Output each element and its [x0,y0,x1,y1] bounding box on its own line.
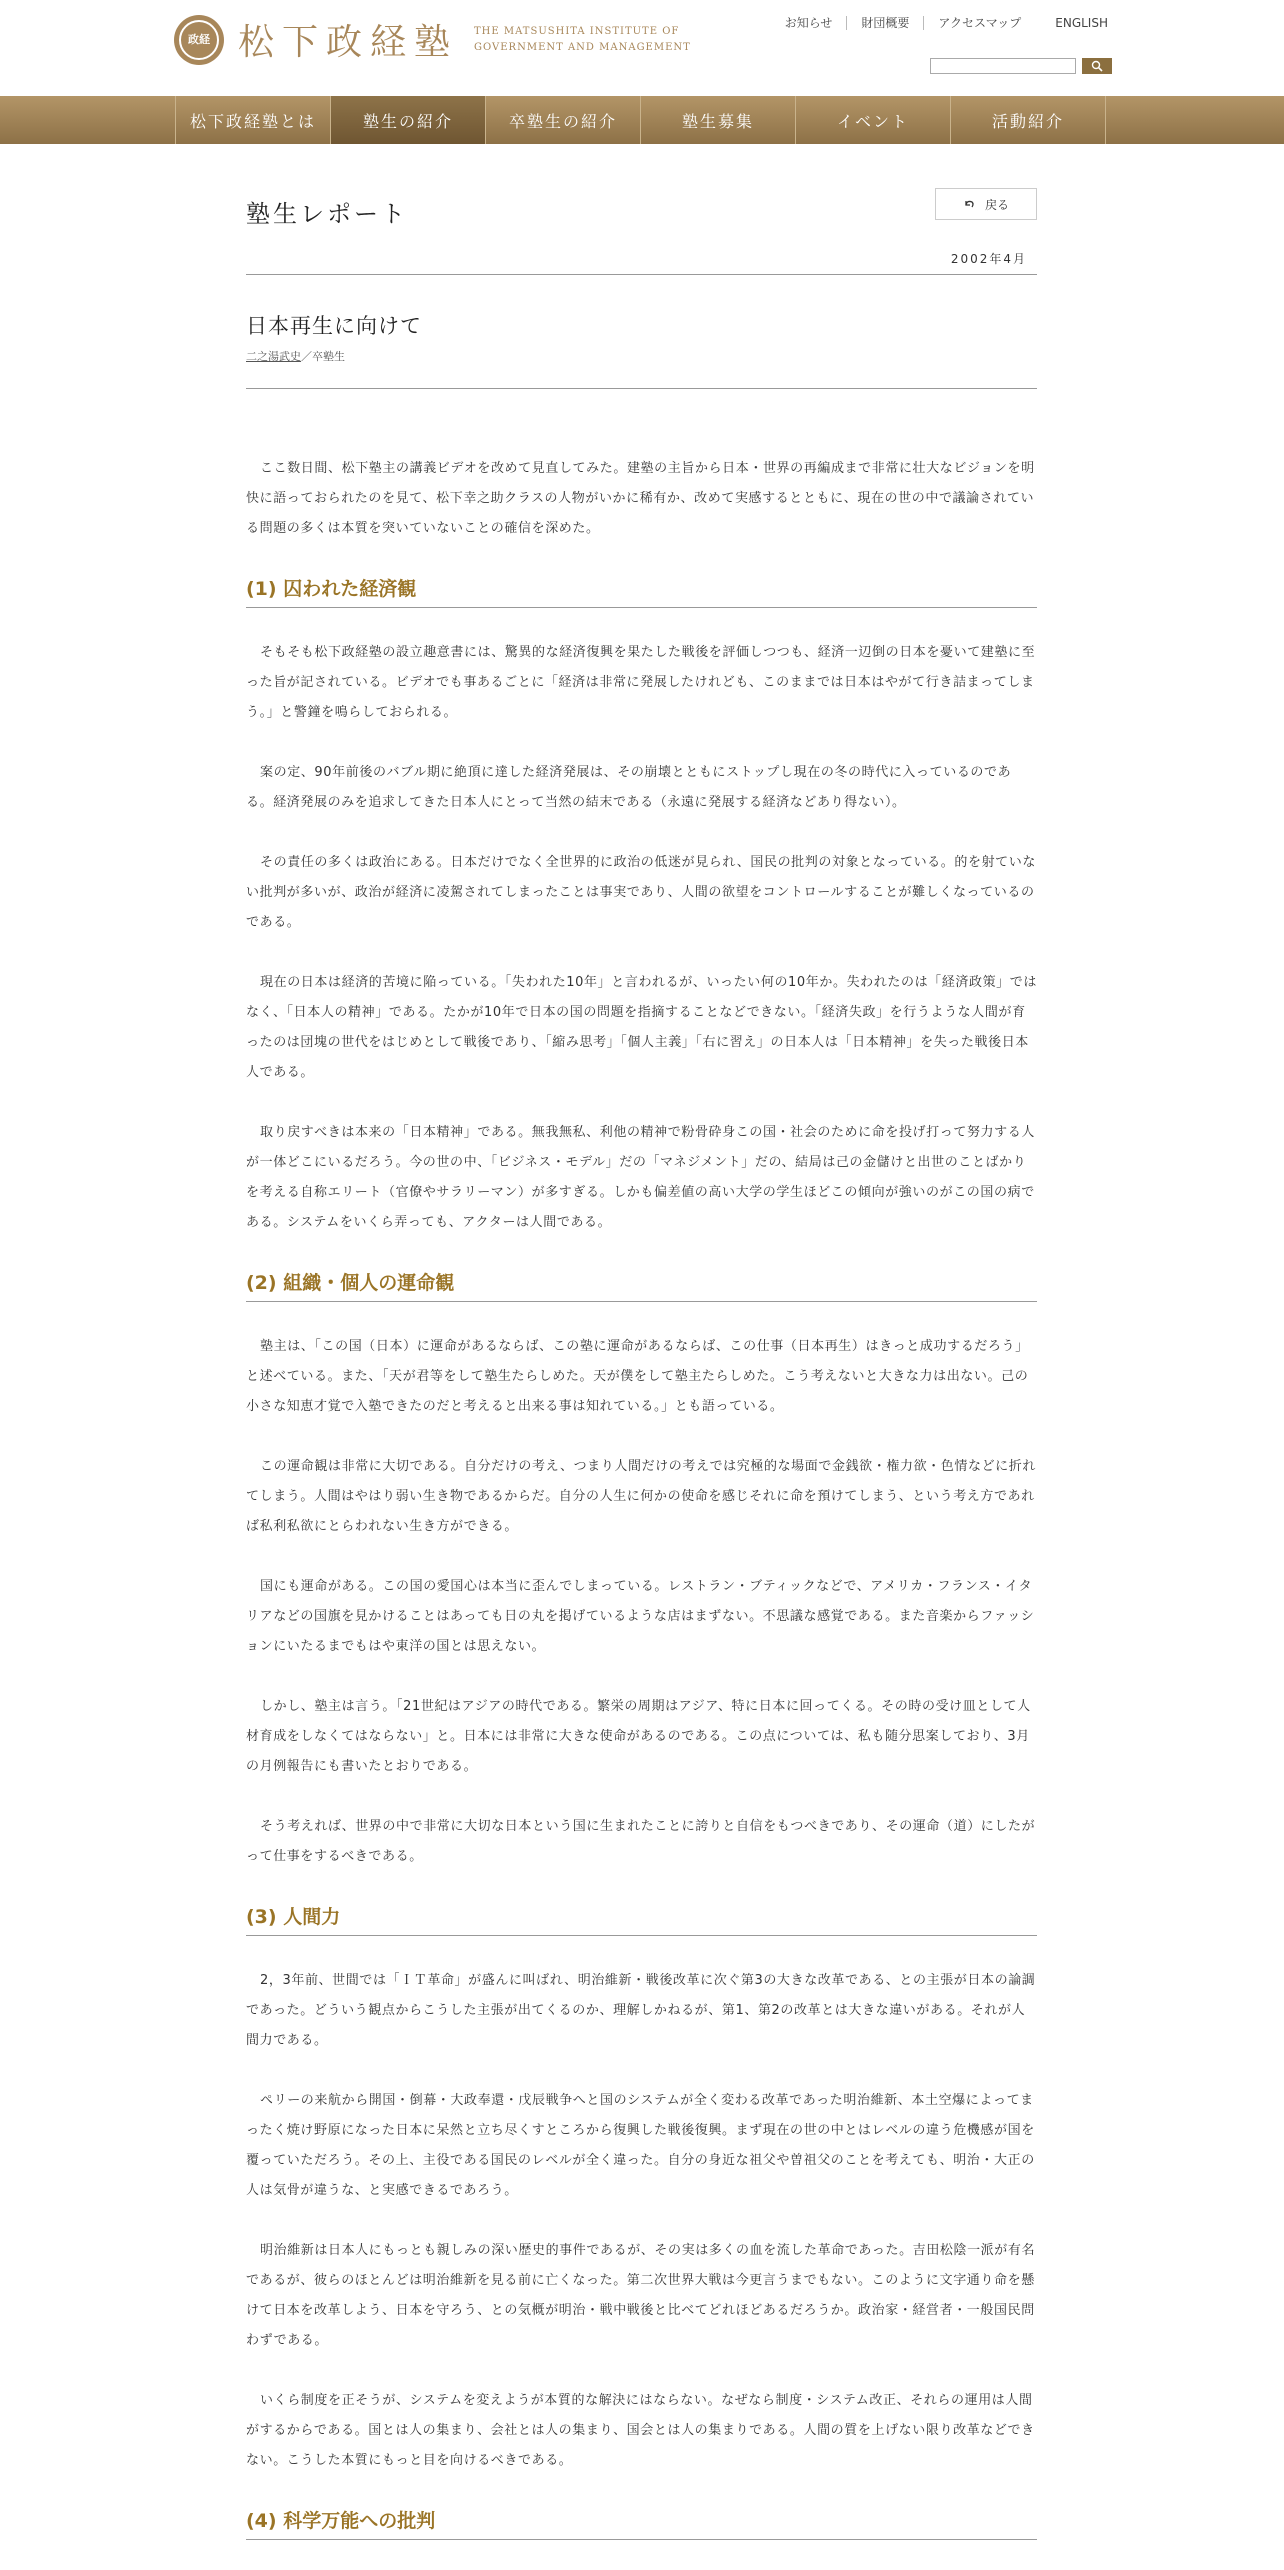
search-button[interactable] [1082,58,1112,74]
paragraph: 現在の日本は経済的苦境に陥っている。「失われた10年」と言われるが、いったい何の10年か。失われたのは「経済政策」ではなく、「日本人の精神」である。たかが10年で日本の国の問題を指摘することなどできない。「経済失政」を行うような人間が育ったのは団塊の世代をはじめとして戦後であり、「縮み思考」「個人主義」「右に習え」の日本人は「日本精神」を失った戦後日本人である。 [246,975,1037,1080]
site-logo[interactable] [174,14,691,65]
nav-item-students[interactable]: 塾生の紹介 [331,96,486,144]
back-button-label: 戻る [984,197,1009,212]
back-button[interactable] [935,188,1037,220]
logo-seal-text: 政経 [179,20,219,60]
logo-english-name [474,24,691,56]
util-link-news[interactable]: お知らせ [784,16,833,30]
logo-seal [174,15,224,65]
paragraph: 明治維新は日本人にもっとも親しみの深い歴史的事件であるが、その実は多くの血を流した革命であった。吉田松陰一派が有名であるが、彼らのほとんどは明治維新を見る前に亡くなった。第二次世界大戦は今更言うまでもない。このように文字通り命を懸けて日本を改革しよう、日本を守ろう、との気概が明治・戦中戦後と比べてどれほどあるだろうか。政治家・経営者・一般国民問わずである。 [246,2243,1036,2348]
intro-paragraph: ここ数日間、松下塾主の講義ビデオを改めて見直してみた。建塾の主旨から日本・世界の再編成まで非常に壮大なビジョンを明快に語っておられたのを見て、松下幸之助クラスの人物がいかに稀有か、改めて実感するとともに、現在の世の中で議論されている問題の多くは本質を突いていないことの確信を深めた。 [246,461,1035,536]
paragraph: いくら制度を正そうが、システムを変えようが本質的な解決にはならない。なぜなら制度・システム改正、それらの運用は人間がするからである。国とは人の集まり、会社とは人の集まり、国会とは人の集まりである。人間の質を上げない限り改革などできない。こうした本質にもっと目を向けるべきである。 [246,2393,1035,2468]
section-heading: (4) 科学万能への批判 [246,2506,1037,2540]
paragraph: 取り戻すべきは本来の「日本精神」である。無我無私、利他の精神で粉骨砕身この国・社会のために命を投げ打って努力する人が一体どこにいるだろう。今の世の中、「ビジネス・モデル」だの「マネジメント」だの、結局は己の金儲けと出世のことばかりを考える自称エリート（官僚やサラリーマン）が多すぎる。しかも偏差値の高い大学の学生ほどこの傾向が強いのがこの国の病である。システムをいくら弄っても、アクターは人間である。 [246,1125,1035,1230]
util-link-foundation[interactable]: 財団概要 [846,16,923,30]
back-arrow-icon [963,198,975,210]
paragraph: その責任の多くは政治にある。日本だけでなく全世界的に政治の低迷が見られ、国民の批判の対象となっている。的を射ていない批判が多いが、政治が経済に凌駕されてしまったことは事実であり、人間の欲望をコントロールすることが難しくなっているのである。 [246,855,1036,930]
paragraph: 塾主は、「この国（日本）に運命があるならば、この塾に運命があるならば、この仕事（日本再生）はきっと成功するだろう」と述べている。また、「天が君等をして塾生たらしめた。天が僕をして塾主たらしめた。こう考えないと大きな力は出ない。己の小さな知恵才覚で入塾できたのだと考えると出来る事は知れている。」とも語っている。 [246,1339,1029,1414]
divider [246,388,1037,389]
author-link[interactable]: 二之湯武史 [246,350,301,363]
util-link-english[interactable]: ENGLISH [1055,16,1108,30]
report-date: 2002年4月 [950,252,1027,266]
nav-item-about[interactable]: 松下政経塾とは [176,96,331,144]
article-body [246,454,1037,2570]
search-input[interactable] [930,58,1076,74]
main-nav [0,96,1284,144]
paragraph: 2，3年前、世間では「ＩＴ革命」が盛んに叫ばれ、明治維新・戦後改革に次ぐ第3の大きな改革である、との主張が日本の論調であった。どういう観点からこうした主張が出てくるのか、理解しかねるが、第1、第2の改革とは大きな違いがある。それが人間力である。 [246,1973,1036,2048]
section-heading: (1) 囚われた経済観 [246,574,1037,608]
divider [246,274,1037,275]
paragraph: そもそも松下政経塾の設立趣意書には、驚異的な経済復興を果たした戦後を評価しつつも、経済一辺倒の日本を憂いて建塾に至った旨が記されている。ビデオでも事あるごとに「経済は非常に発展したけれども、このままでは日本はやがて行き詰まってしまう。」と警鐘を鳴らしておられる。 [246,645,1036,720]
paragraph: 案の定、90年前後のバブル期に絶頂に達した経済発展は、その崩壊とともにストップし現在の冬の時代に入っているのである。経済発展のみを追求してきた日本人にとって当然の結末である（永遠に発展する経済などあり得ない）。 [246,765,1012,810]
nav-item-alumni[interactable]: 卒塾生の紹介 [486,96,641,144]
site-search [930,58,1112,74]
article-title: 日本再生に向けて [246,314,422,338]
search-icon [1091,60,1103,72]
paragraph: ペリーの来航から開国・倒幕・大政奉還・戊辰戦争へと国のシステムが全く変わる改革であった明治維新、本土空爆によってまったく焼け野原になった日本に呆然と立ち尽くすところから復興した戦後復興。まず現在の世の中とはレベルの違う危機感が国を覆っていただろう。その上、主役である国民のレベルが全く違った。自分の身近な祖父や曽祖父のことを考えても、明治・大正の人は気骨が違うな、と実感できるであろう。 [246,2093,1035,2198]
nav-item-events[interactable]: イベント [796,96,951,144]
nav-item-activities[interactable]: 活動紹介 [951,96,1106,144]
logo-english-line1: THE MATSUSHITA INSTITUTE OF [474,25,680,37]
paragraph: そう考えれば、世界の中で非常に大切な日本という国に生まれたことに誇りと自信をもつべきであり、その運命（道）にしたがって仕事をするべきである。 [246,1819,1036,1864]
logo-english-line2: GOVERNMENT AND MANAGEMENT [474,41,691,53]
utility-nav [771,16,1108,30]
paragraph: しかし、塾主は言う。「21世紀はアジアの時代である。繁栄の周期はアジア、特に日本に回ってくる。その時の受け皿として人材育成をしなくてはならない」と。日本には非常に大きな使命があるのである。この点については、私も随分思案しており、3月の月例報告にも書いたとおりである。 [246,1699,1031,1774]
util-link-access-map[interactable]: アクセスマップ [923,16,1035,30]
article-author [246,348,345,364]
page-title: 塾生レポート [246,200,408,228]
logo-japanese-name: 松下政経塾 [238,22,459,63]
author-role: ／卒塾生 [301,350,345,363]
section-heading: (3) 人間力 [246,1902,1037,1936]
site-header [0,0,1284,96]
nav-item-recruitment[interactable]: 塾生募集 [641,96,796,144]
paragraph: この運命観は非常に大切である。自分だけの考え、つまり人間だけの考えでは究極的な場面で金銭欲・権力欲・色情などに折れてしまう。人間はやはり弱い生き物であるからだ。自分の人生に何かの使命を感じそれに命を預けてしまう、という考え方であれば私利私欲にとらわれない生き方ができる。 [246,1459,1036,1534]
section-heading: (2) 組織・個人の運命観 [246,1268,1037,1302]
paragraph: 国にも運命がある。この国の愛国心は本当に歪んでしまっている。レストラン・ブティックなどで、アメリカ・フランス・イタリアなどの国旗を見かけることはあっても日の丸を掲げているような店はまずない。不思議な感覚である。また音楽からファッションにいたるまでもはや東洋の国とは思えない。 [246,1579,1035,1654]
